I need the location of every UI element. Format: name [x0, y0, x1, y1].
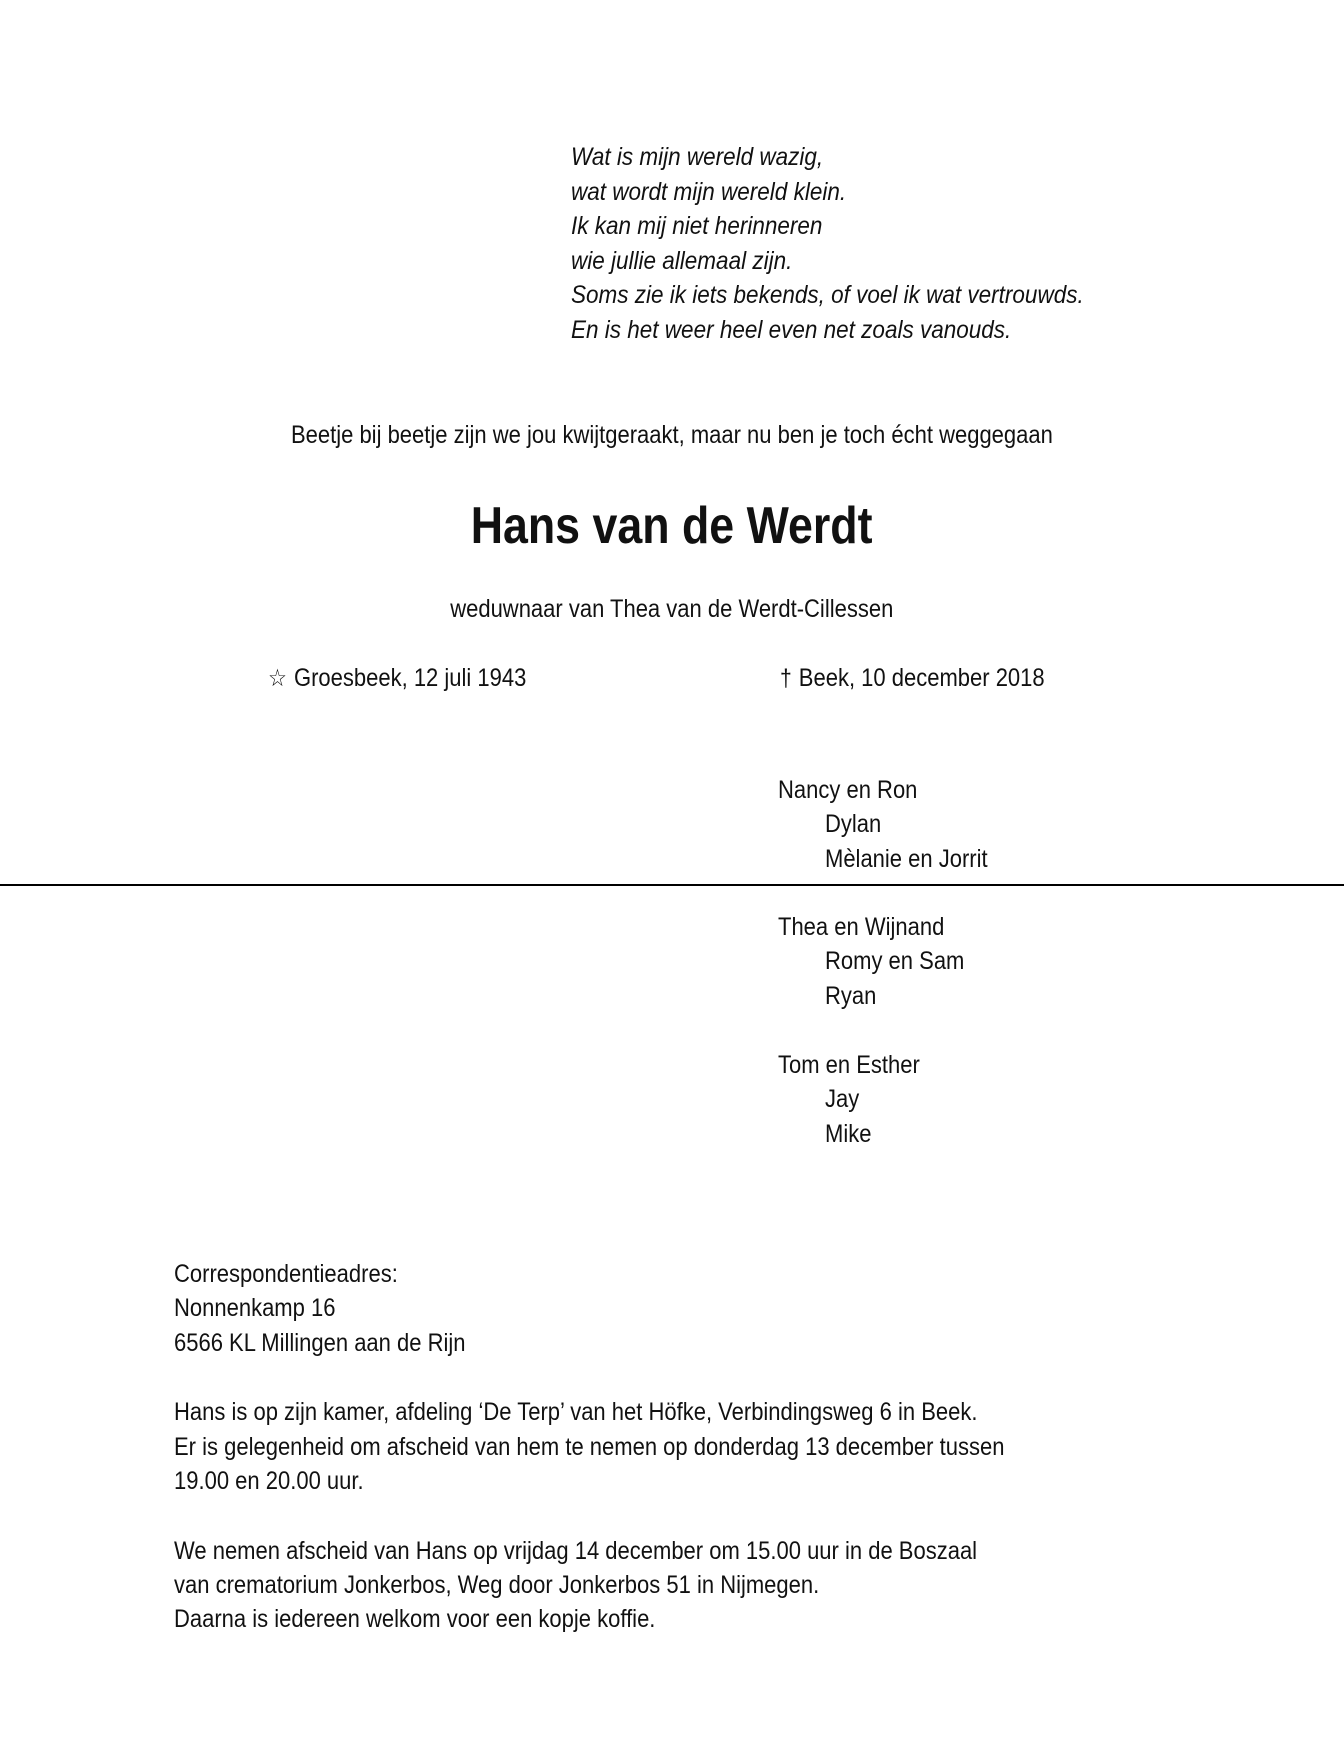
deceased-name: [0, 496, 1344, 556]
visitation-line: Er is gelegenheid om afscheid van hem te nemen op donderdag 13 december tussen: [174, 1433, 1005, 1461]
poem-line: Wat is mijn wereld wazig,: [571, 143, 824, 171]
death-info: [780, 663, 1045, 694]
family-parents: Nancy en Ron: [778, 776, 918, 804]
family-child: Mike: [825, 1120, 872, 1148]
correspondence-city: 6566 KL Millingen aan de Rijn: [174, 1329, 466, 1357]
poem-line: En is het weer heel even net zoals vanouds.: [571, 316, 1012, 344]
fold-line: [0, 884, 1344, 886]
relation-text: [0, 594, 1344, 624]
visitation-line: 19.00 en 20.00 uur.: [174, 1467, 364, 1495]
poem-line: wat wordt mijn wereld klein.: [571, 178, 847, 206]
correspondence-street: Nonnenkamp 16: [174, 1294, 336, 1322]
family-child: Romy en Sam: [825, 947, 965, 975]
death-text: Beek, 10 december 2018: [798, 664, 1045, 692]
family-child: Dylan: [825, 810, 882, 838]
family-child: Jay: [825, 1085, 860, 1113]
poem-line: wie jullie allemaal zijn.: [571, 247, 793, 275]
farewell-line: We nemen afscheid van Hans op vrijdag 14 december om 15.00 uur in de Boszaal: [174, 1537, 978, 1565]
relation-text-content: weduwnaar van Thea van de Werdt-Cillessen: [450, 595, 894, 623]
farewell-line: van crematorium Jonkerbos, Weg door Jonkerbos 51 in Nijmegen.: [174, 1571, 820, 1599]
correspondence-label: Correspondentieadres:: [174, 1260, 398, 1288]
star-icon: ☆: [268, 665, 287, 692]
deceased-name-text: Hans van de Werdt: [471, 497, 873, 555]
birth-info: [268, 663, 526, 694]
poem-line: Ik kan mij niet herinneren: [571, 212, 823, 240]
visitation-line: Hans is op zijn kamer, afdeling ‘De Terp’ van het Höfke, Verbindingsweg 6 in Beek.: [174, 1398, 978, 1426]
birth-text: Groesbeek, 12 juli 1943: [293, 664, 527, 692]
family-parents: Thea en Wijnand: [778, 913, 945, 941]
farewell-line: Daarna is iedereen welkom voor een kopje koffie.: [174, 1605, 656, 1633]
poem-line: Soms zie ik iets bekends, of voel ik wat vertrouwds.: [571, 281, 1084, 309]
family-child: Mèlanie en Jorrit: [825, 845, 988, 873]
intro-text-content: Beetje bij beetje zijn we jou kwijtgeraakt, maar nu ben je toch écht weggegaan: [291, 421, 1053, 449]
family-child: Ryan: [825, 982, 877, 1010]
family-parents: Tom en Esther: [778, 1051, 920, 1079]
intro-text: [0, 420, 1344, 450]
cross-icon: †: [780, 665, 792, 692]
